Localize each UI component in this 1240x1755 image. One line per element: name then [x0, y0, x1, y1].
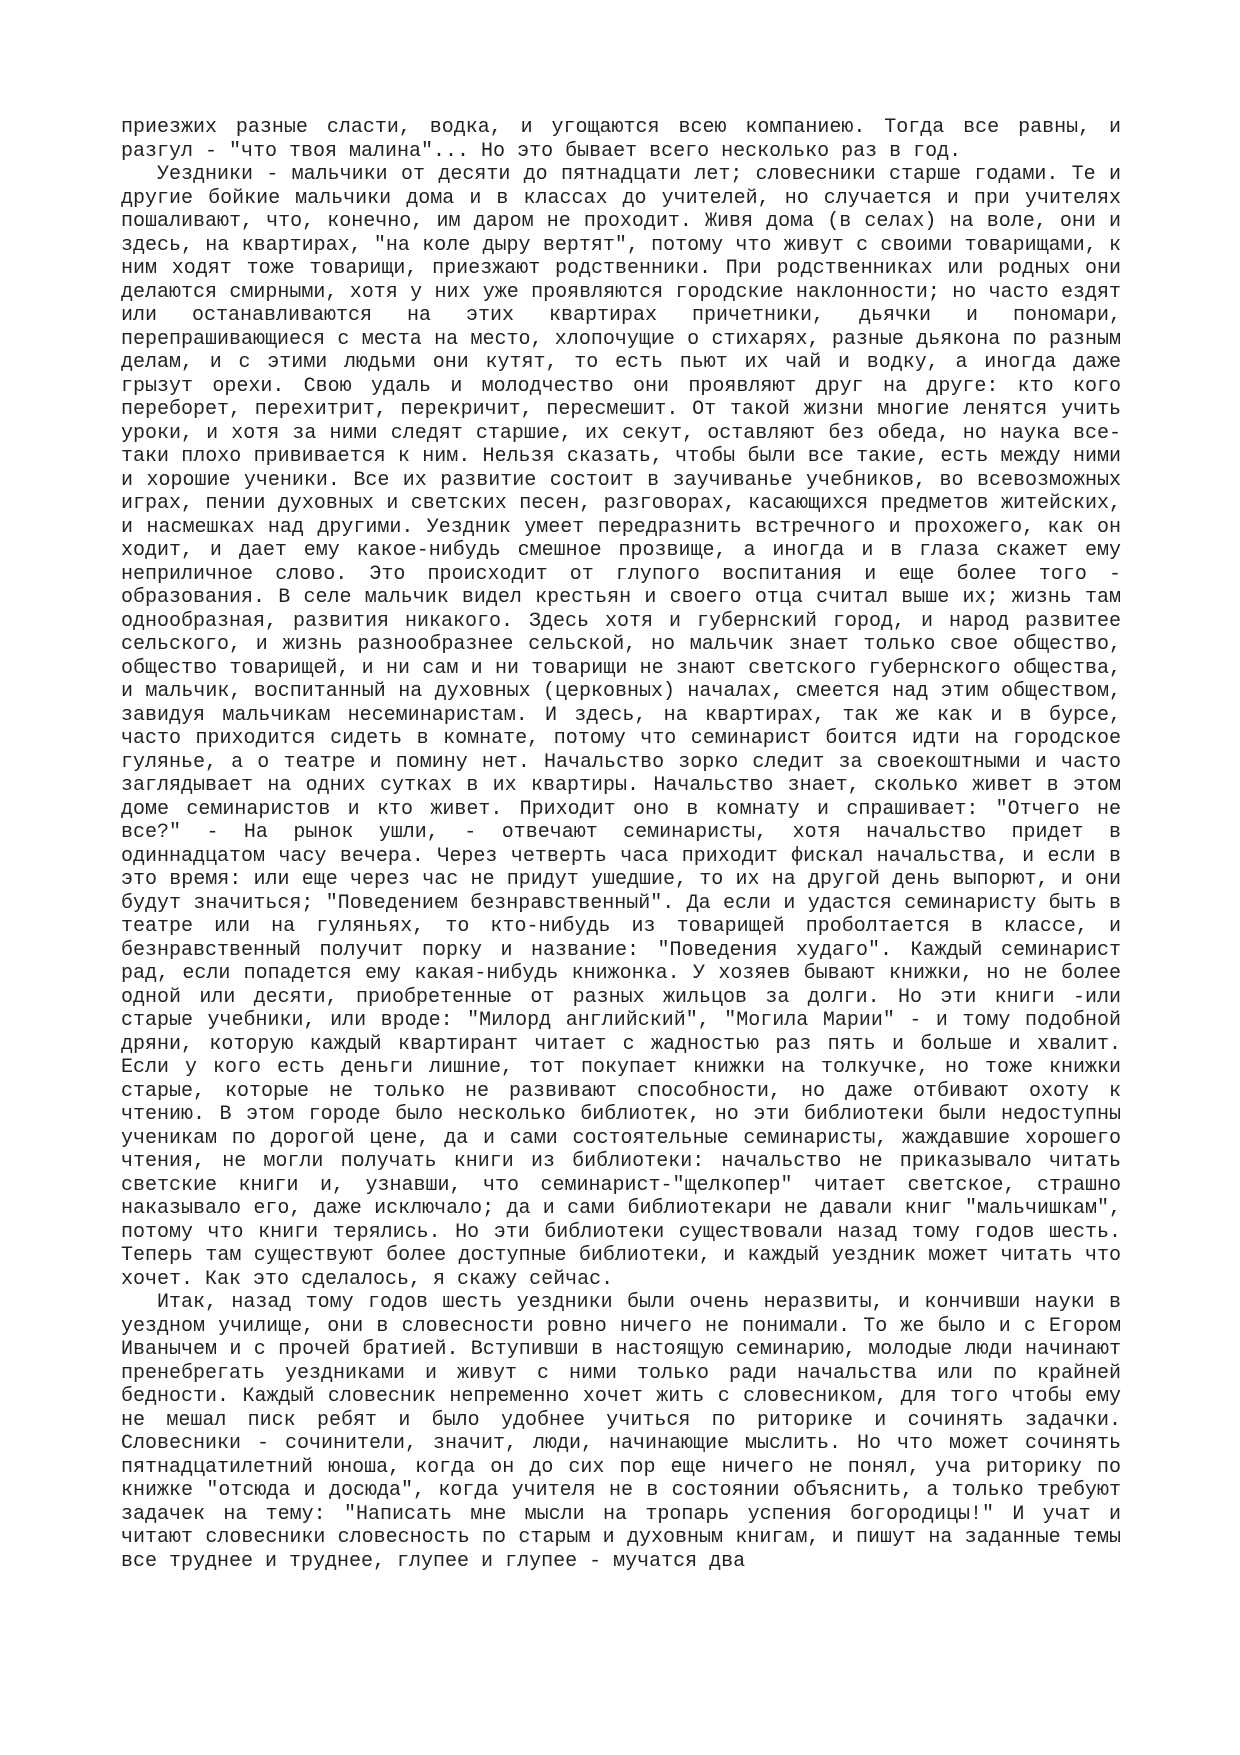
paragraph-3: Итак, назад тому годов шесть уездники были очень неразвиты, и кончивши науки в уездном училище, они в словесности ровно ничего не понимали. То же было и с Егором Иванычем и с прочей братией. Вступивши в настоящую семинарию, молодые люди начинают пренебрегать уездниками и живут с ними только ради начальства или по крайней бедности. Каждый словесник непременно хочет жить с словесником, для того чтобы ему не мешал писк ребят и было удобнее учиться по риторике и сочинять задачки. Словесники - сочинители, значит, люди, начинающие мыслить. Но что может сочинять пятнадцатилетний юноша, когда он до сих пор еще ничего не понял, уча риторику по книжке "отсюда и досюда", когда учителя не в состоянии объяснить, а только требуют задачек на тему: "Написать мне мысли на тропарь успения богородицы!" И учат и читают словесники словесность по старым и духовным книгам, и пишут на заданные темы все труднее и труднее, глупее и глупее - мучатся два — [121, 1291, 1121, 1573]
paragraph-2: Уездники - мальчики от десяти до пятнадцати лет; словесники старше годами. Те и другие бойкие мальчики дома и в классах до учителей, но случается и при учителях пошаливают, что, конечно, им даром не проходит. Живя дома (в селах) на воле, они и здесь, на квартирах, "на коле дыру вертят", потому что живут с своими товарищами, к ним ходят тоже товарищи, приезжают родственники. При родственниках или родных они делаются смирными, хотя у них уже проявляются городские наклонности; но часто ездят или останавливаются на этих квартирах причетники, дьячки и пономари, перепрашивающиеся с места на место, хлопочущие о стихарях, разные дьякона по разным делам, и с этими людьми они кутят, то есть пьют их чай и водку, а иногда даже грызут орехи. Свою удаль и молодчество они проявляют друг на друге: кто кого переборет, перехитрит, перекричит, пересмешит. От такой жизни многие ленятся учить уроки, и хотя за ними следят старшие, их секут, оставляют без обеда, но наука все-таки плохо прививается к ним. Нельзя сказать, чтобы были все такие, есть между ними и хорошие ученики. Все их развитие состоит в заучиванье учебников, во всевозможных играх, пении духовных и светских песен, разговорах, касающихся предметов житейских, и насмешках над другими. Уездник умеет передразнить встречного и прохожего, как он ходит, и дает ему какое-нибудь смешное прозвище, а иногда и в глаза скажет ему неприличное слово. Это происходит от глупого воспитания и еще более того - образования. В селе мальчик видел крестьян и своего отца считал выше их; жизнь там однообразная, развития никакого. Здесь хотя и губернский город, и народ развитее сельского, и жизнь разнообразнее сельской, но мальчик знает только свое общество, общество товарищей, и ни сам и ни товарищи не знают светского губернского общества, и мальчик, воспитанный на духовных (церковных) началах, смеется над этим обществом, завидуя мальчикам несеминаристам. И здесь, на квартирах, так же как и в бурсе, часто приходится сидеть в комнате, потому что семинарист боится идти на городское гулянье, а о театре и помину нет. Начальство зорко следит за своекоштными и часто заглядывает на одних сутках в их квартиры. Начальство знает, сколько живет в этом доме семинаристов и кто живет. Приходит оно в комнату и спрашивает: "Отчего не все?" - На рынок ушли, - отвечают семинаристы, хотя начальство придет в одиннадцатом часу вечера. Через четверть часа приходит фискал начальства, и если в это время: или еще через час не придут ушедшие, то их на другой день выпорют, и они будут значиться; "Поведением безнравственный". Да если и удастся семинаристу быть в театре или на гуляньях, то кто-нибудь из товарищей проболтается в классе, и безнравственный получит порку и название: "Поведения худаго". Каждый семинарист рад, если попадется ему какая-нибудь книжонка. У хозяев бывают книжки, но не более одной или десяти, приобретенные от разных жильцов за долги. Но эти книги -или старые учебники, или вроде: "Милорд английский", "Могила Марии" - и тому подобной дряни, которую каждый квартирант читает с жадностью раз пять и больше и хвалит. Если у кого есть деньги лишние, тот покупает книжки на толкучке, но тоже книжки старые, которые не только не развивают способности, но даже отбивают охоту к чтению. В этом городе было несколько библиотек, но эти библиотеки были недоступны ученикам по дорогой цене, да и сами состоятельные семинаристы, жаждавшие хорошего чтения, не могли получать книги из библиотеки: начальство не приказывало читать светские книги и, узнавши, что семинарист-"щелкопер" читает светское, страшно наказывало его, даже исключало; да и сами библиотекари не давали книг "мальчишкам", потому что книги терялись. Но эти библиотеки существовали назад тому годов шесть. Теперь там существуют более доступные библиотеки, и каждый уездник может читать что хочет. Как это сделалось, я скажу сейчас. — [121, 163, 1121, 1291]
paragraph-1: приезжих разные сласти, водка, и угощаются всею компаниею. Тогда все равны, и разгул - "что твоя малина"... Но это бывает всего несколько раз в год. — [121, 116, 1121, 163]
document-page — [121, 116, 1121, 1573]
